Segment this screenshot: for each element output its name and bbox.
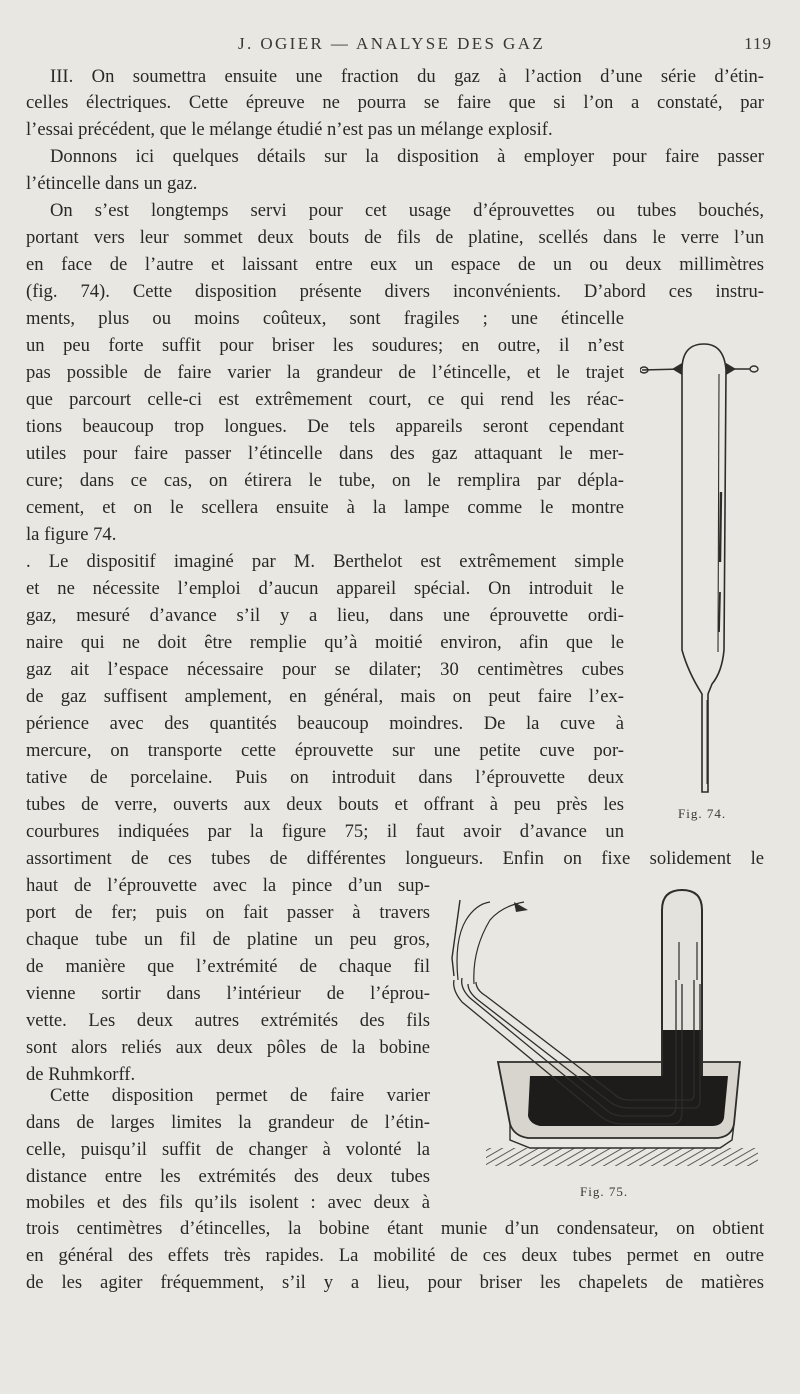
- text-line: courbures indiquées par la figure 75; il faut avoir d’avance un: [26, 821, 624, 842]
- figure-74-sealed-tube: [640, 332, 770, 802]
- page-number: 119: [744, 34, 772, 53]
- text-line: celle, puisqu’il suffit de changer à volonté la: [26, 1139, 430, 1160]
- text-line: utiles pour faire passer l’étincelle dans des gaz attaquant le mer-: [26, 443, 624, 464]
- text-line: III. On soumettra ensuite une fraction du gaz à l’action d’une série d’étin-: [50, 66, 764, 87]
- running-head: J. OGIER — ANALYSE DES GAZ: [238, 34, 546, 53]
- text-line: gaz, mesuré d’avance s’il y a lieu, dans une éprouvette ordi-: [26, 605, 624, 626]
- text-line: périence avec des quantités beaucoup moindres. De la cuve à: [26, 713, 624, 734]
- text-line: trois centimètres d’étincelles, la bobine étant munie d’un condensateur, on obtient: [26, 1218, 764, 1239]
- text-line: mercure, on transporte cette éprouvette sur une petite cuve por-: [26, 740, 624, 761]
- text-line: (fig. 74). Cette disposition présente divers inconvénients. D’abord ces instru-: [26, 281, 764, 302]
- text-line: sont alors reliés aux deux pôles de la bobine: [26, 1037, 430, 1058]
- text-line: ments, plus ou moins coûteux, sont fragiles ; une étincelle: [26, 308, 624, 329]
- text-line: mobiles et des fils qu’ils isolent : avec deux à: [26, 1192, 430, 1213]
- text-line: tative de porcelaine. Puis on introduit dans l’éprouvette deux: [26, 767, 624, 788]
- text-line: tions beaucoup trop longues. De tels appareils seront cependant: [26, 416, 624, 437]
- figure-75-caption: Fig. 75.: [580, 1184, 629, 1199]
- text-line: en général des effets très rapides. La mobilité de ces deux tubes permet en outre: [26, 1245, 764, 1266]
- text-line: de les agiter fréquemment, s’il y a lieu, pour briser les chapelets de matières: [26, 1272, 764, 1293]
- figure-74-caption: Fig. 74.: [678, 806, 727, 821]
- text-line: haut de l’éprouvette avec la pince d’un sup-: [26, 875, 430, 896]
- text-line: vienne sortir dans l’intérieur de l’éprou-: [26, 983, 430, 1004]
- text-line: que parcourt celle-ci est extrêmement court, ce qui rend les réac-: [26, 389, 624, 410]
- text-line: l’étincelle dans un gaz.: [26, 173, 198, 194]
- figure-75-berthelot-apparatus: [450, 880, 770, 1180]
- text-line: Donnons ici quelques détails sur la disposition à employer pour faire passer: [50, 146, 764, 167]
- text-line: naire qui ne doit être remplie qu’à moitié environ, afin que le: [26, 632, 624, 653]
- text-line: . Le dispositif imaginé par M. Berthelot est extrêmement simple: [26, 551, 624, 572]
- text-line: assortiment de ces tubes de différentes longueurs. Enfin on fixe solidement le: [26, 848, 764, 869]
- text-line: pas possible de faire varier la grandeur de l’étincelle, et le trajet: [26, 362, 624, 383]
- text-line: distance entre les extrémités des deux tubes: [26, 1166, 430, 1187]
- text-line: vette. Les deux autres extrémités des fils: [26, 1010, 430, 1031]
- text-line: de manière que l’extrémité de chaque fil: [26, 956, 430, 977]
- text-line: cure; dans ce cas, on étirera le tube, on le remplira par dépla-: [26, 470, 624, 491]
- text-line: la figure 74.: [26, 524, 117, 545]
- text-line: celles électriques. Cette épreuve ne pourra se faire que si l’on a constaté, par: [26, 92, 764, 113]
- text-line: dans de larges limites la grandeur de l’étin-: [26, 1112, 430, 1133]
- text-line: de gaz suffisent amplement, en général, mais on peut faire l’ex-: [26, 686, 624, 707]
- text-line: et ne nécessite l’emploi d’aucun appareil spécial. On introduit le: [26, 578, 624, 599]
- text-line: cement, et on le scellera ensuite à la lampe comme le montre: [26, 497, 624, 518]
- text-line: Cette disposition permet de faire varier: [50, 1085, 430, 1106]
- text-line: portant vers leur sommet deux bouts de fils de platine, scellés dans le verre l’un: [26, 227, 764, 248]
- text-line: On s’est longtemps servi pour cet usage d’éprouvettes ou tubes bouchés,: [50, 200, 764, 221]
- text-line: en face de l’autre et laissant entre eux un espace de un ou deux millimètres: [26, 254, 764, 275]
- text-line: un peu forte suffit pour briser les soudures; en outre, il n’est: [26, 335, 624, 356]
- text-line: de Ruhmkorff.: [26, 1064, 136, 1085]
- text-line: l’essai précédent, que le mélange étudié n’est pas un mélange explosif.: [26, 119, 553, 140]
- text-line: port de fer; puis on fait passer à travers: [26, 902, 430, 923]
- text-line: gaz ait l’espace nécessaire pour se dilater; 30 centimètres cubes: [26, 659, 624, 680]
- text-line: tubes de verre, ouverts aux deux bouts et offrant à peu près les: [26, 794, 624, 815]
- text-line: chaque tube un fil de platine un peu gros,: [26, 929, 430, 950]
